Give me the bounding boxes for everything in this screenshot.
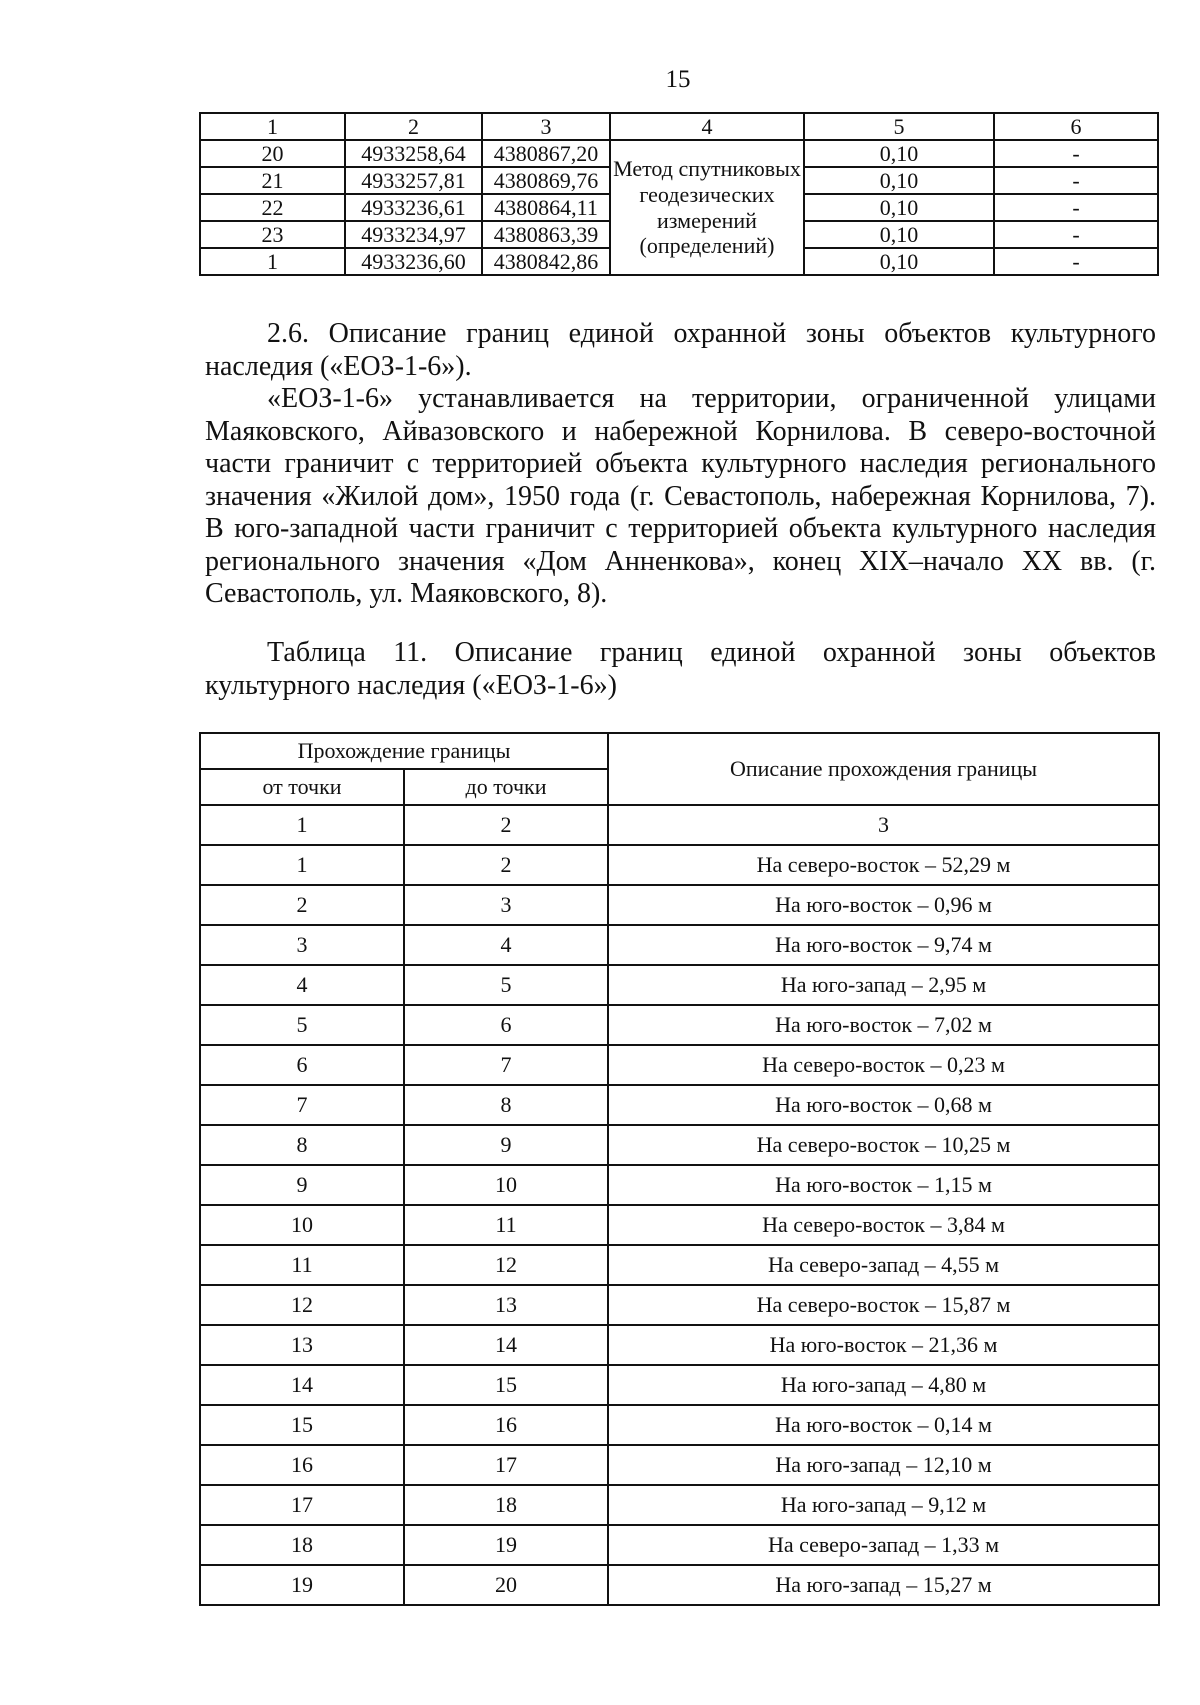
from-point: 14 [200, 1365, 404, 1405]
to-point: 14 [404, 1325, 608, 1365]
y-coordinate: 4380867,20 [482, 140, 610, 167]
to-point: 17 [404, 1445, 608, 1485]
x-coordinate: 4933258,64 [345, 140, 482, 167]
table-row [200, 1045, 1159, 1085]
column-number: 1 [200, 113, 345, 140]
table-row [200, 885, 1159, 925]
x-coordinate: 4933236,60 [345, 248, 482, 275]
from-point: 16 [200, 1445, 404, 1485]
table-caption: Таблица 11. Описание границ единой охранной зоны объектов культурного наследия («ЕОЗ-1-6») [205, 637, 1156, 701]
to-point: 8 [404, 1085, 608, 1125]
to-point: 11 [404, 1205, 608, 1245]
coordinates-header-row [200, 113, 1158, 140]
table-row [200, 1285, 1159, 1325]
column-number: 2 [345, 113, 482, 140]
from-point: 1 [200, 845, 404, 885]
table-row [200, 1325, 1159, 1365]
to-point: 10 [404, 1165, 608, 1205]
from-point: 17 [200, 1485, 404, 1525]
y-coordinate: 4380863,39 [482, 221, 610, 248]
accuracy-value: 0,10 [804, 167, 994, 194]
from-point: 4 [200, 965, 404, 1005]
table-row [200, 1005, 1159, 1045]
boundary-table [199, 732, 1160, 1606]
coordinates-table [199, 112, 1159, 276]
table-row [200, 1205, 1159, 1245]
table-row [200, 1365, 1159, 1405]
table-row [200, 1245, 1159, 1285]
to-point: 12 [404, 1245, 608, 1285]
section-body: «ЕОЗ-1-6» устанавливается на территории, ограниченной улицами Маяковского, Айвазовского и набережной Корнилова. В северо-восточной части граничит с территорией объекта культурного наследия регионального значения «Жилой дом», 1950 года (г. Севастополь, набережная Корнилова, 7). В юго-западной части граничит с территорией объекта культурного наследия регионального значения «Дом Анненкова», конец XIX–начало XX вв. (г. Севастополь, ул. Маяковского, 8). [205, 383, 1156, 609]
from-point: 5 [200, 1005, 404, 1045]
table-row [200, 1445, 1159, 1485]
to-point: 3 [404, 885, 608, 925]
from-point: 11 [200, 1245, 404, 1285]
table-row [200, 1085, 1159, 1125]
from-point: 8 [200, 1125, 404, 1165]
table-row [200, 1525, 1159, 1565]
boundary-description: На юго-восток – 0,96 м [608, 885, 1159, 925]
from-point: 10 [200, 1205, 404, 1245]
to-point: 19 [404, 1525, 608, 1565]
table-row [200, 1485, 1159, 1525]
boundary-description: На северо-восток – 3,84 м [608, 1205, 1159, 1245]
column-number: 6 [994, 113, 1158, 140]
from-point: 6 [200, 1045, 404, 1085]
point-number: 21 [200, 167, 345, 194]
note-value: - [994, 140, 1158, 167]
from-point: 2 [200, 885, 404, 925]
note-value: - [994, 248, 1158, 275]
boundary-description: На юго-восток – 1,15 м [608, 1165, 1159, 1205]
to-point: 9 [404, 1125, 608, 1165]
boundary-header-row [200, 733, 1159, 769]
note-value: - [994, 221, 1158, 248]
boundary-description: На юго-восток – 0,68 м [608, 1085, 1159, 1125]
table-row [200, 1405, 1159, 1445]
table-row [200, 965, 1159, 1005]
boundary-description: На юго-восток – 9,74 м [608, 925, 1159, 965]
boundary-description: На юго-запад – 9,12 м [608, 1485, 1159, 1525]
from-point: 15 [200, 1405, 404, 1445]
group-header: Прохождение границы [200, 733, 608, 769]
method-cell: Метод спутниковых геодезических измерений (определений) [610, 140, 804, 275]
to-point: 7 [404, 1045, 608, 1085]
boundary-description: На юго-запад – 15,27 м [608, 1565, 1159, 1605]
to-point: 20 [404, 1565, 608, 1605]
accuracy-value: 0,10 [804, 248, 994, 275]
x-coordinate: 4933234,97 [345, 221, 482, 248]
boundary-description: На северо-восток – 0,23 м [608, 1045, 1159, 1085]
boundary-description: На юго-запад – 12,10 м [608, 1445, 1159, 1485]
x-coordinate: 4933257,81 [345, 167, 482, 194]
table-row [200, 1125, 1159, 1165]
boundary-description: На юго-восток – 7,02 м [608, 1005, 1159, 1045]
to-point: 18 [404, 1485, 608, 1525]
from-point: 12 [200, 1285, 404, 1325]
boundary-description: На северо-запад – 4,55 м [608, 1245, 1159, 1285]
note-value: - [994, 194, 1158, 221]
page-number: 15 [665, 66, 691, 93]
accuracy-value: 0,10 [804, 194, 994, 221]
boundary-description: На юго-запад – 2,95 м [608, 965, 1159, 1005]
column-number: 3 [608, 805, 1159, 845]
point-number: 1 [200, 248, 345, 275]
accuracy-value: 0,10 [804, 221, 994, 248]
column-number: 5 [804, 113, 994, 140]
boundary-description: На северо-восток – 52,29 м [608, 845, 1159, 885]
note-value: - [994, 167, 1158, 194]
from-point: 19 [200, 1565, 404, 1605]
from-point: 9 [200, 1165, 404, 1205]
table-row [200, 1165, 1159, 1205]
boundary-description: На юго-восток – 21,36 м [608, 1325, 1159, 1365]
point-number: 22 [200, 194, 345, 221]
boundary-description: На юго-запад – 4,80 м [608, 1365, 1159, 1405]
to-point: 16 [404, 1405, 608, 1445]
point-number: 20 [200, 140, 345, 167]
from-point: 3 [200, 925, 404, 965]
description-header: Описание прохождения границы [608, 733, 1159, 805]
coordinates-row [200, 140, 1158, 167]
boundary-description: На юго-восток – 0,14 м [608, 1405, 1159, 1445]
to-point: 15 [404, 1365, 608, 1405]
y-coordinate: 4380869,76 [482, 167, 610, 194]
to-point: 5 [404, 965, 608, 1005]
to-point: 2 [404, 845, 608, 885]
boundary-description: На северо-восток – 15,87 м [608, 1285, 1159, 1325]
column-number: 1 [200, 805, 404, 845]
accuracy-value: 0,10 [804, 140, 994, 167]
table-row [200, 1565, 1159, 1605]
table-row [200, 845, 1159, 885]
column-numbers-row [200, 805, 1159, 845]
to-point: 6 [404, 1005, 608, 1045]
to-point-header: до точки [404, 769, 608, 805]
column-number: 2 [404, 805, 608, 845]
from-point-header: от точки [200, 769, 404, 805]
table-row [200, 925, 1159, 965]
to-point: 13 [404, 1285, 608, 1325]
section-heading: 2.6. Описание границ единой охранной зоны объектов культурного наследия («ЕОЗ-1-6»). [205, 318, 1156, 382]
point-number: 23 [200, 221, 345, 248]
y-coordinate: 4380842,86 [482, 248, 610, 275]
from-point: 7 [200, 1085, 404, 1125]
y-coordinate: 4380864,11 [482, 194, 610, 221]
column-number: 4 [610, 113, 804, 140]
boundary-description: На северо-запад – 1,33 м [608, 1525, 1159, 1565]
column-number: 3 [482, 113, 610, 140]
boundary-description: На северо-восток – 10,25 м [608, 1125, 1159, 1165]
from-point: 18 [200, 1525, 404, 1565]
from-point: 13 [200, 1325, 404, 1365]
x-coordinate: 4933236,61 [345, 194, 482, 221]
to-point: 4 [404, 925, 608, 965]
